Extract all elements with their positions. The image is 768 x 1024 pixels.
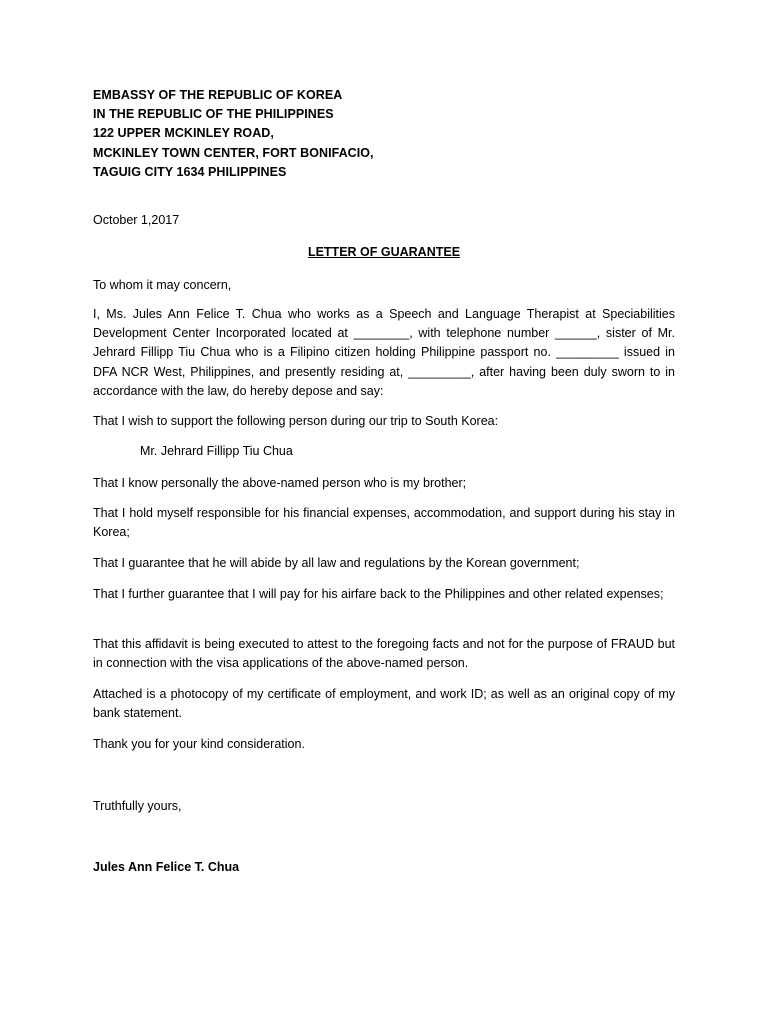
recipient-line-2: IN THE REPUBLIC OF THE PHILIPPINES bbox=[93, 107, 334, 122]
abide-statement: That I guarantee that he will abide by all law and regulations by the Korean government; bbox=[93, 556, 580, 570]
thanks-line: Thank you for your kind consideration. bbox=[93, 737, 305, 751]
closing-line: Truthfully yours, bbox=[93, 799, 182, 813]
attached-statement: Attached is a photocopy of my certificate of employment, and work ID; as well as an original copy of my bank statement. bbox=[93, 687, 675, 721]
letter-date: October 1,2017 bbox=[93, 213, 180, 227]
airfare-statement: That I further guarantee that I will pay for his airfare back to the Philippines and other related expenses; bbox=[93, 587, 664, 601]
recipient-line-1: EMBASSY OF THE REPUBLIC OF KOREA bbox=[93, 88, 343, 102]
recipient-address bbox=[93, 86, 374, 182]
recipient-line-5: TAGUIG CITY 1634 PHILIPPINES bbox=[93, 164, 287, 179]
intro-paragraph: I, Ms. Jules Ann Felice T. Chua who works as a Speech and Language Therapist at Speciabilities Development Center Incorporated located at ________, with telephone number ______, sister of Mr. Jehrard Fillipp Tiu Chua who is a Filipino citizen holding Philippine passport no. _________ issued in DFA NCR West, Philippines, and presently residing at, _________, after having been duly sworn to in accordance with the law, do hereby depose and say: bbox=[93, 307, 675, 398]
recipient-line-3: 122 UPPER MCKINLEY ROAD, bbox=[93, 126, 274, 141]
responsible-statement: That I hold myself responsible for his financial expenses, accommodation, and support during his stay in Korea; bbox=[93, 506, 675, 540]
affidavit-statement: That this affidavit is being executed to attest to the foregoing facts and not for the purpose of FRAUD but in connection with the visa applications of the above-named person. bbox=[93, 637, 675, 671]
signatory-name: Jules Ann Felice T. Chua bbox=[93, 860, 240, 874]
letter-title: LETTER OF GUARANTEE bbox=[307, 245, 461, 259]
support-statement: That I wish to support the following person during our trip to South Korea: bbox=[93, 414, 499, 428]
recipient-line-4: MCKINLEY TOWN CENTER, FORT BONIFACIO, bbox=[93, 145, 374, 160]
supported-person: Mr. Jehrard Fillipp Tiu Chua bbox=[140, 444, 293, 458]
salutation: To whom it may concern, bbox=[93, 278, 232, 292]
know-statement: That I know personally the above-named person who is my brother; bbox=[93, 476, 467, 490]
